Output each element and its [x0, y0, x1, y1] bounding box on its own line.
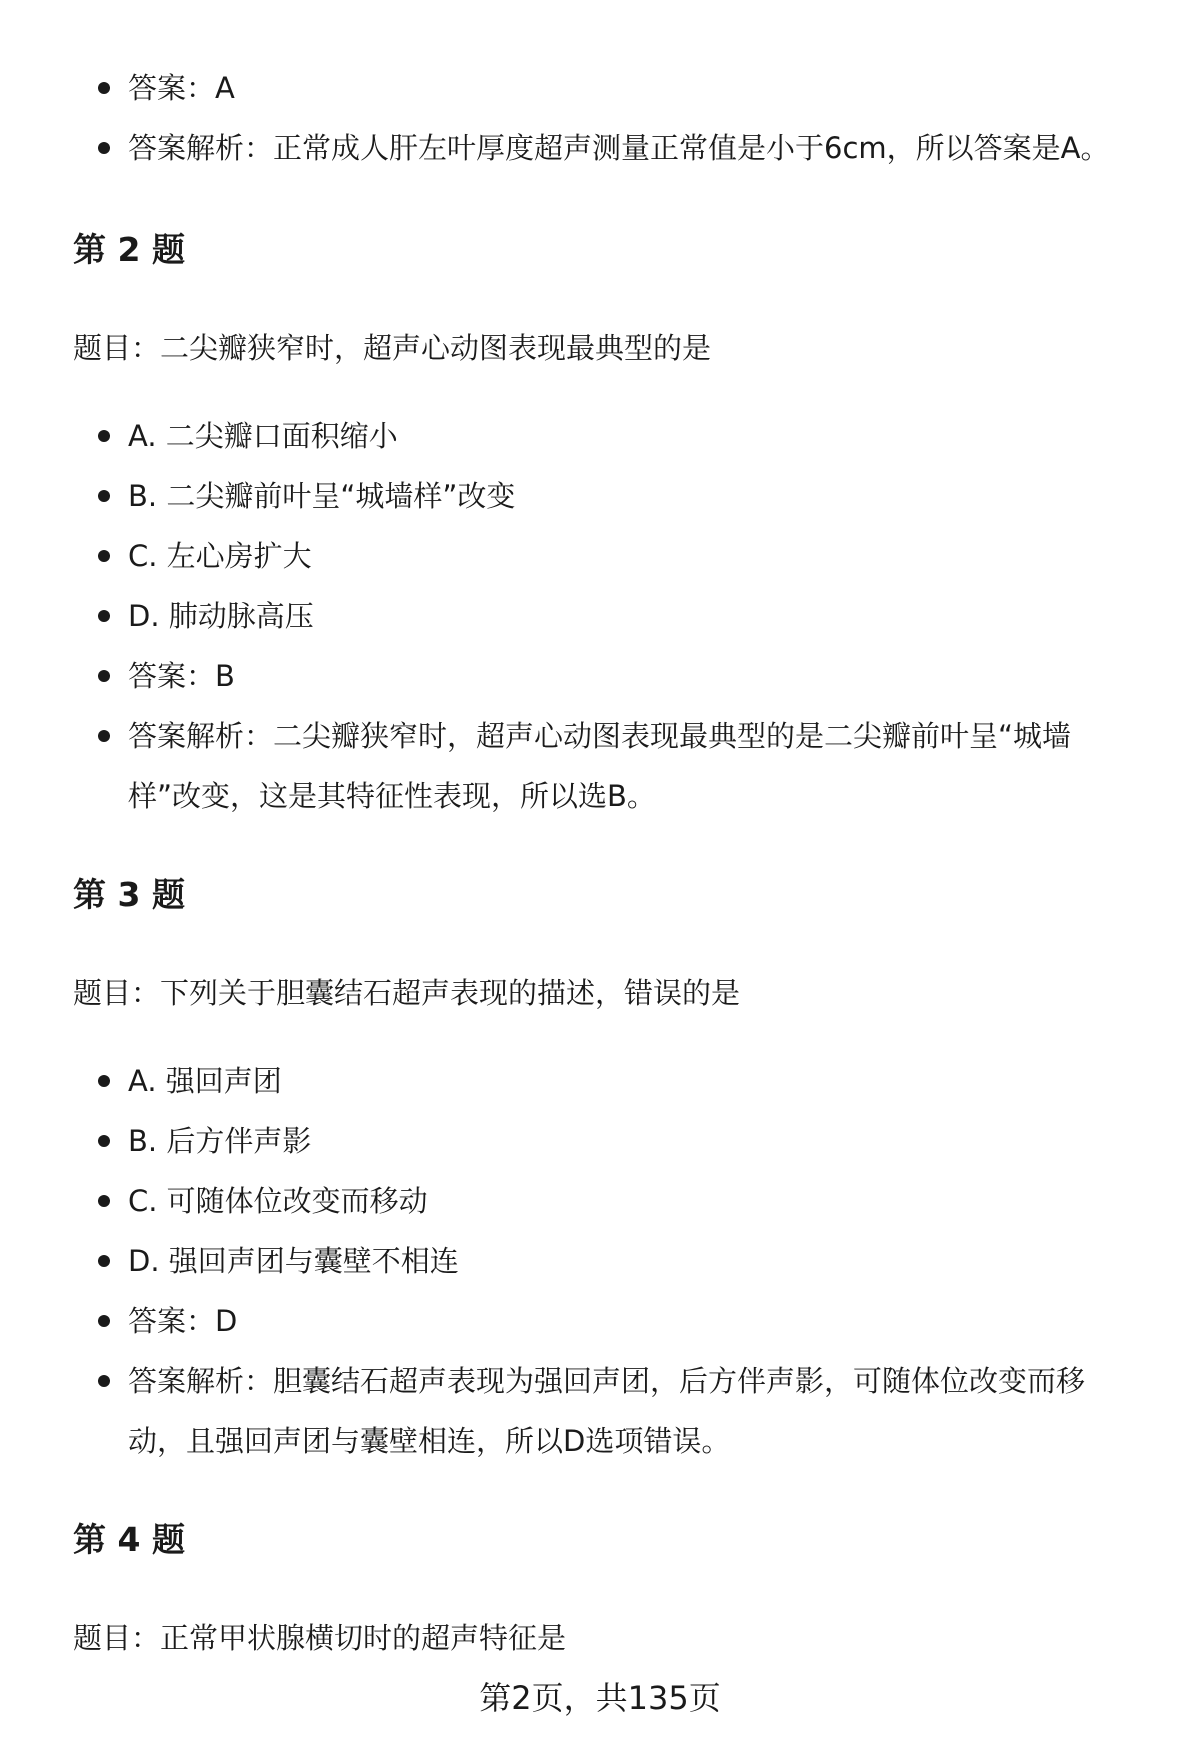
list-item-q3-option-c: [0, 1171, 1200, 1231]
list-item-q1-answer: [0, 58, 1200, 118]
list-item-q3-answer: [0, 1291, 1200, 1351]
list-item-q2-option-d: [0, 586, 1200, 646]
list-item-q3-option-b: [0, 1111, 1200, 1171]
list-item-q3-option-a: [0, 1051, 1200, 1111]
q3-answer: 答案：D: [128, 1304, 238, 1338]
bullet-icon: [98, 670, 110, 682]
list-item-q2-option-a: [0, 406, 1200, 466]
list-item-q3-explanation: [0, 1351, 1200, 1471]
q3-option-a: A. 强回声团: [128, 1064, 282, 1098]
q2-list: [0, 406, 1200, 826]
q2-heading: 第 2 题: [73, 230, 185, 269]
page-number-footer: 第2页，共135页: [479, 1679, 721, 1717]
q2-option-a: A. 二尖瓣口面积缩小: [128, 419, 398, 453]
bullet-icon: [98, 142, 110, 154]
q3-list: [0, 1051, 1200, 1471]
bullet-icon: [98, 1075, 110, 1087]
q1-explanation: 答案解析：正常成人肝左叶厚度超声测量正常值是小于6cm，所以答案是A。: [128, 131, 1110, 165]
q2-option-d: D. 肺动脉高压: [128, 599, 314, 633]
q2-answer: 答案：B: [128, 659, 235, 693]
q3-option-b: B. 后方伴声影: [128, 1124, 312, 1158]
bullet-icon: [98, 1255, 110, 1267]
list-item-q2-answer: [0, 646, 1200, 706]
bullet-icon: [98, 1315, 110, 1327]
q3-option-c: C. 可随体位改变而移动: [128, 1184, 428, 1218]
bullet-icon: [98, 490, 110, 502]
list-item-q3-option-d: [0, 1231, 1200, 1291]
q1-list: [0, 58, 1200, 178]
q2-option-b: B. 二尖瓣前叶呈“城墙样”改变: [128, 479, 516, 513]
q1-answer: 答案：A: [128, 71, 235, 105]
q3-stem: 题目：下列关于胆囊结石超声表现的描述，错误的是: [73, 976, 741, 1010]
list-item-q1-explanation: [0, 118, 1200, 178]
bullet-icon: [98, 610, 110, 622]
bullet-icon: [98, 1135, 110, 1147]
list-item-q2-option-b: [0, 466, 1200, 526]
list-item-q2-explanation: [0, 706, 1200, 826]
bullet-icon: [98, 82, 110, 94]
q3-option-d: D. 强回声团与囊壁不相连: [128, 1244, 459, 1278]
q2-option-c: C. 左心房扩大: [128, 539, 312, 573]
q2-explanation: 答案解析：二尖瓣狭窄时，超声心动图表现最典型的是二尖瓣前叶呈“城墙样”改变，这是其特征性表现，所以选B。: [128, 719, 1072, 813]
q3-explanation: 答案解析：胆囊结石超声表现为强回声团，后方伴声影，可随体位改变而移动，且强回声团与囊壁相连，所以D选项错误。: [128, 1364, 1086, 1458]
q3-heading: 第 3 题: [73, 875, 185, 914]
bullet-icon: [98, 550, 110, 562]
bullet-icon: [98, 430, 110, 442]
q4-heading: 第 4 题: [73, 1520, 185, 1559]
bullet-icon: [98, 730, 110, 742]
bullet-icon: [98, 1195, 110, 1207]
bullet-icon: [98, 1375, 110, 1387]
q4-stem: 题目：正常甲状腺横切时的超声特征是: [73, 1621, 567, 1655]
q2-stem: 题目：二尖瓣狭窄时，超声心动图表现最典型的是: [73, 331, 712, 365]
list-item-q2-option-c: [0, 526, 1200, 586]
